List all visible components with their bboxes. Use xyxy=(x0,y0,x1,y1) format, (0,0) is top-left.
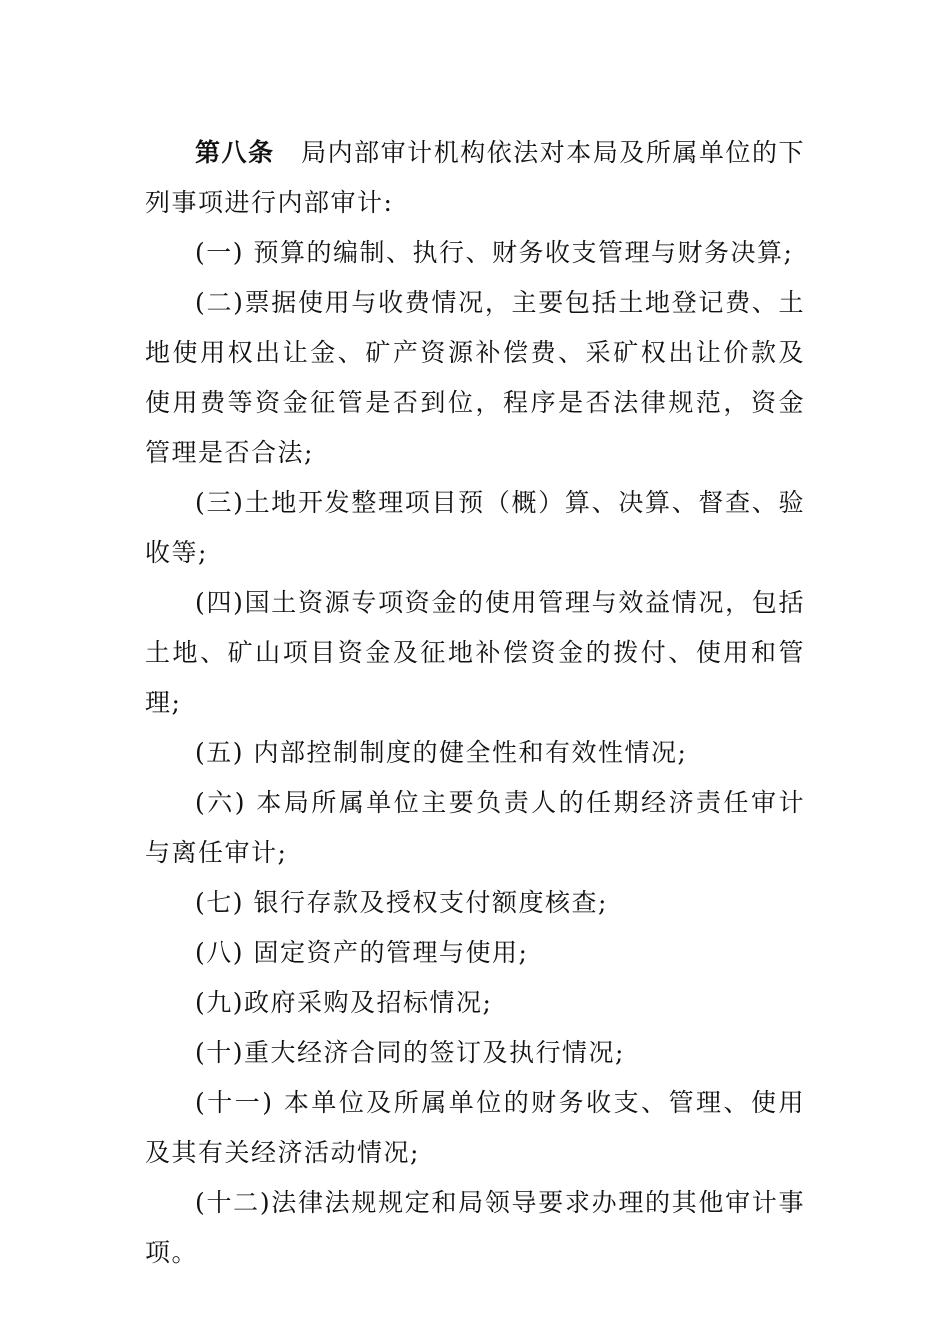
article-intro-text: 局内部审计机构依法对本局及所属单位的下列事项进行内部审计: xyxy=(145,138,805,217)
heading-gap xyxy=(275,138,302,167)
list-item-4: (四)国土资源专项资金的使用管理与效益情况，包括土地、矿山项目资金及征地补偿资金的拨付、使用和管理; xyxy=(145,588,805,717)
article-heading: 第八条 xyxy=(195,138,275,167)
list-item-5: (五) 内部控制制度的健全性和有效性情况; xyxy=(195,738,688,767)
list-item-10: (十)重大经济合同的签订及执行情况; xyxy=(195,1038,625,1067)
list-item-3: (三)土地开发整理项目预（概）算、决算、督查、验收等; xyxy=(145,488,805,567)
list-item-7: (七) 银行存款及授权支付额度核查; xyxy=(195,888,608,917)
list-item-6: (六) 本局所属单位主要负责人的任期经济责任审计与离任审计; xyxy=(145,788,805,867)
list-item-12: (十二)法律法规规定和局领导要求办理的其他审计事项。 xyxy=(145,1188,805,1267)
list-item-9: (九)政府采购及招标情况; xyxy=(195,988,493,1017)
article-body xyxy=(145,128,805,1278)
article-intro-paragraph xyxy=(145,128,805,228)
list-item-8: (八) 固定资产的管理与使用; xyxy=(195,938,529,967)
list-item-2: (二)票据使用与收费情况，主要包括土地登记费、土地使用权出让金、矿产资源补偿费、采矿权出让价款及使用费等资金征管是否到位，程序是否法律规范，资金管理是否合法; xyxy=(145,288,805,467)
list-item-11: (十一) 本单位及所属单位的财务收支、管理、使用及其有关经济活动情况; xyxy=(145,1088,805,1167)
list-item-1: (一) 预算的编制、执行、财务收支管理与财务决算; xyxy=(195,238,794,267)
